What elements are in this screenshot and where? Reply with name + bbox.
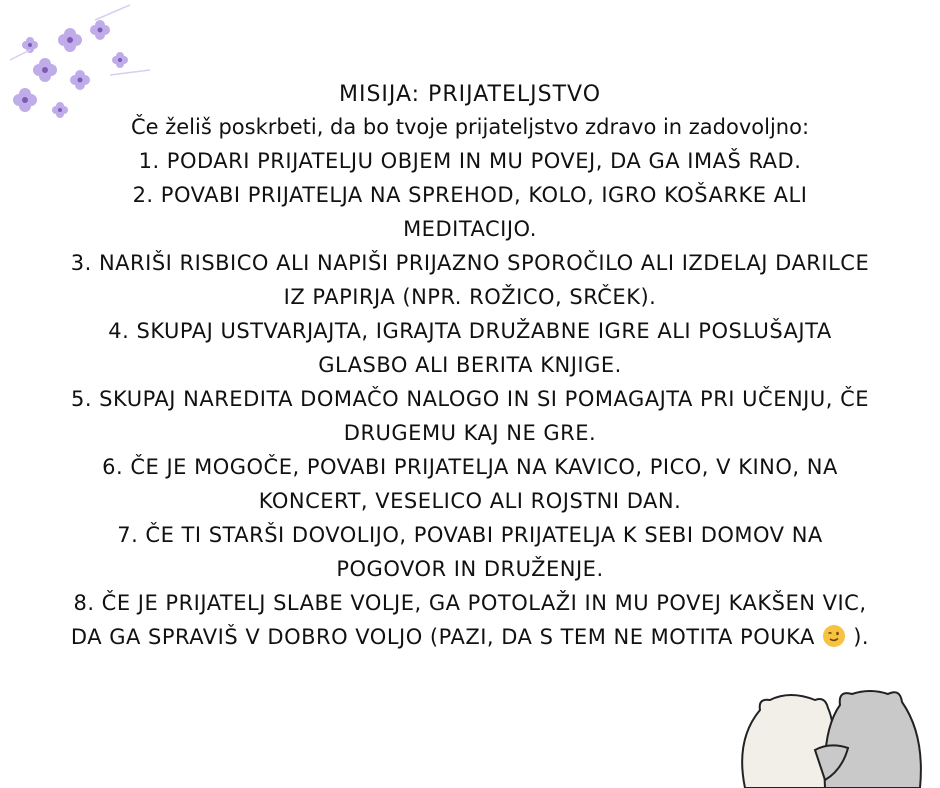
intro-text: Če želiš poskrbeti, da bo tvoje prijateljstvo zdravo in zadovoljno: [130, 115, 810, 139]
bears-illustration-icon [730, 680, 940, 788]
winking-face-icon [822, 624, 846, 648]
list-item: 5. SKUPAJ NAREDITA DOMAČO NALOGO IN SI POMAGAJTA PRI UČENJU, ČE DRUGEMU KAJ NE GRE. [70, 387, 870, 445]
list-item: 2. POVABI PRIJATELJA NA SPREHOD, KOLO, IGRO KOŠARKE ALI MEDITACIJO. [132, 183, 808, 241]
list-item-last [70, 586, 870, 654]
list-item: 7. ČE TI STARŠI DOVOLIJO, POVABI PRIJATELJA K SEBI DOMOV NA POGOVOR IN DRUŽENJE. [117, 523, 823, 581]
list-item: 4. SKUPAJ USTVARJAJTA, IGRAJTA DRUŽABNE IGRE ALI POSLUŠAJTA GLASBO ALI BERITA KNJIGE. [108, 319, 832, 377]
list-item: 6. ČE JE MOGOČE, POVABI PRIJATELJA NA KAVICO, PICO, V KINO, NA KONCERT, VESELICO ALI ROJSTNI DAN. [102, 455, 838, 513]
list-item-last-end: ). [846, 625, 870, 649]
list-item: 3. NARIŠI RISBICO ALI NAPIŠI PRIJAZNO SPOROČILO ALI IZDELAJ DARILCE IZ PAPIRJA (NPR. ROŽICO, SRČEK). [70, 251, 870, 309]
list-item-last-text: 8. ČE JE PRIJATELJ SLABE VOLJE, GA POTOLAŽI IN MU POVEJ KAKŠEN VIC, DA GA SPRAVIŠ V DOBRO VOLJO (PAZI, DA S TEM NE MOTITA POUKA [70, 591, 867, 649]
list-item: 1. PODARI PRIJATELJU OBJEM IN MU POVEJ, DA GA IMAŠ RAD. [138, 149, 802, 173]
page-title: MISIJA: PRIJATELJSTVO [338, 82, 602, 107]
poster-content [70, 80, 870, 654]
